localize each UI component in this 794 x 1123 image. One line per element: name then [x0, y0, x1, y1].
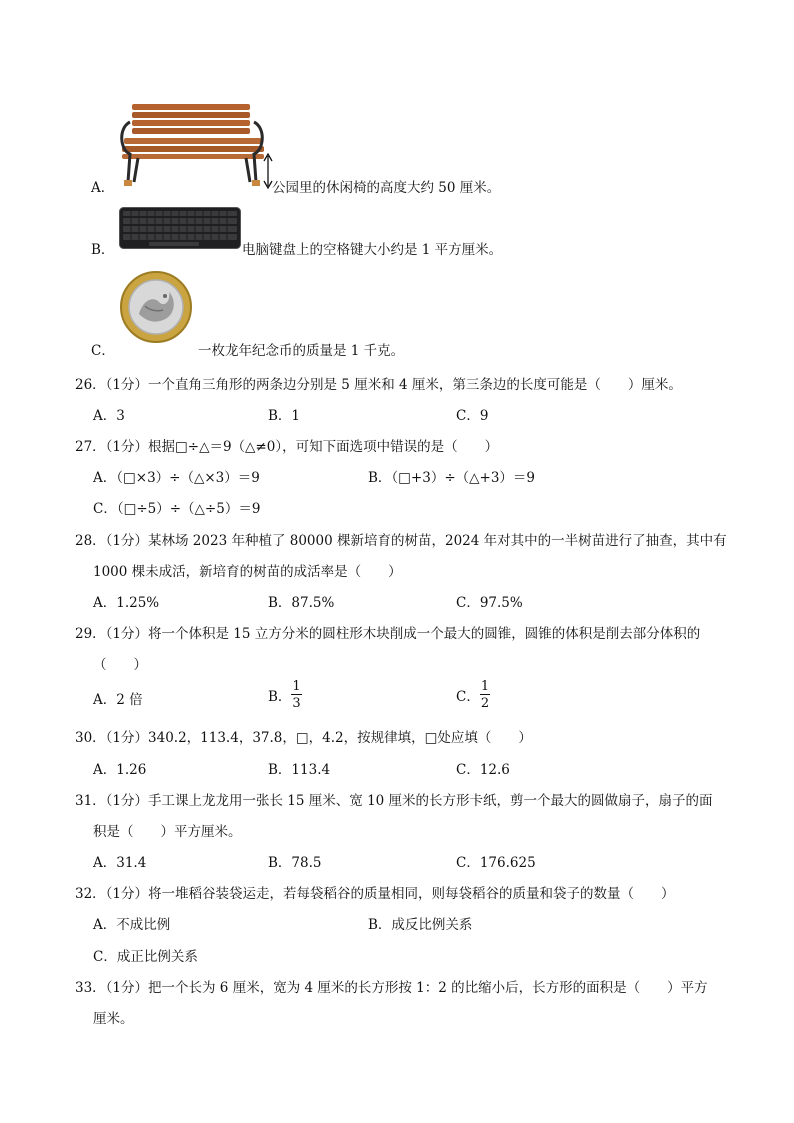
question-27-option-b: B．（□+3）÷（△+3）＝9: [368, 470, 536, 486]
question-30-option-a: A．1.26: [93, 762, 147, 778]
question-27-stem: 27．（1分）根据□÷△＝9（△≠0），可知下面选项中错误的是（ ）: [75, 439, 499, 455]
question-31-option-c: C．176.625: [456, 855, 536, 871]
question-29-stem-line-1: 29．（1分）将一个体积是 15 立方分米的圆柱形木块削成一个最大的圆锥，圆锥的体积是削去部分体积的: [75, 626, 701, 642]
option-c-text: 一枚龙年纪念币的质量是 1 千克。: [198, 343, 405, 359]
question-29-option-c: [456, 680, 490, 710]
option-c-label: C．: [91, 343, 115, 359]
question-30-option-c: C．12.6: [456, 762, 510, 778]
question-31-option-a: A．31.4: [93, 855, 147, 871]
fraction-one-third: $\frac{1}{3}$: [292, 679, 301, 711]
question-33-stem-line-2: 厘米。: [93, 1011, 134, 1027]
question-32-option-b: B．成反比例关系: [368, 917, 473, 933]
option-b-text: 电脑键盘上的空格键大小约是 1 平方厘米。: [242, 242, 503, 258]
keyboard-image: [119, 207, 241, 249]
question-28-option-c: C．97.5%: [456, 595, 523, 611]
option-a-label: A．: [91, 180, 115, 196]
option-a-text: 公园里的休闲椅的高度大约 50 厘米。: [272, 180, 501, 196]
question-30-stem: 30．（1分）340.2，113.4，37.8，□，4.2，按规律填，□处应填（ ）: [75, 730, 532, 746]
question-29-option-b: [268, 680, 302, 710]
question-33-stem-line-1: 33．（1分）把一个长为 6 厘米，宽为 4 厘米的长方形按 1：2 的比缩小后，长方形的面积是（ ）平方: [75, 980, 708, 996]
question-32-option-a: A．不成比例: [93, 917, 171, 933]
option-b-label: B．: [91, 242, 115, 258]
question-32-option-c: C．成正比例关系: [93, 949, 198, 965]
question-28-option-b: B．87.5%: [268, 595, 335, 611]
question-32-stem: 32．（1分）将一堆稻谷装袋运走，若每袋稻谷的质量相同，则每袋稻谷的质量和袋子的数量（ ）: [75, 886, 675, 902]
question-26-option-b: B．1: [268, 408, 301, 424]
question-29-option-b-label: B．: [268, 689, 292, 705]
park-bench-image: [116, 98, 274, 190]
question-29-option-a: A．2 倍: [93, 692, 143, 708]
question-28-option-a: A．1.25%: [93, 595, 160, 611]
question-26-stem: 26．（1分）一个直角三角形的两条边分别是 5 厘米和 4 厘米，第三条边的长度可能是（ ）厘米。: [75, 377, 682, 393]
fraction-one-half: $\frac{1}{2}$: [480, 679, 490, 711]
question-26-option-a: A．3: [93, 408, 125, 424]
question-31-stem-line-2: 积是（ ）平方厘米。: [93, 824, 242, 840]
question-29-option-c-label: C．: [456, 689, 480, 705]
question-27-option-c: C．（□÷5）÷（△÷5）＝9: [93, 501, 261, 517]
question-29-stem-line-2: （ ）: [93, 657, 147, 673]
dragon-coin-image: [119, 270, 193, 344]
question-27-option-a: A．（□×3）÷（△×3）＝9: [93, 470, 260, 486]
question-26-option-c: C．9: [456, 408, 489, 424]
question-31-option-b: B．78.5: [268, 855, 322, 871]
question-31-stem-line-1: 31．（1分）手工课上龙龙用一张长 15 厘米、宽 10 厘米的长方形卡纸，剪一个最大的圆做扇子，扇子的面: [75, 793, 713, 809]
question-30-option-b: B．113.4: [268, 762, 331, 778]
question-28-stem-line-1: 28．（1分）某林场 2023 年种植了 80000 棵新培育的树苗，2024 年对其中的一半树苗进行了抽查，其中有: [75, 533, 727, 549]
question-28-stem-line-2: 1000 棵未成活，新培育的树苗的成活率是（ ）: [93, 564, 402, 580]
